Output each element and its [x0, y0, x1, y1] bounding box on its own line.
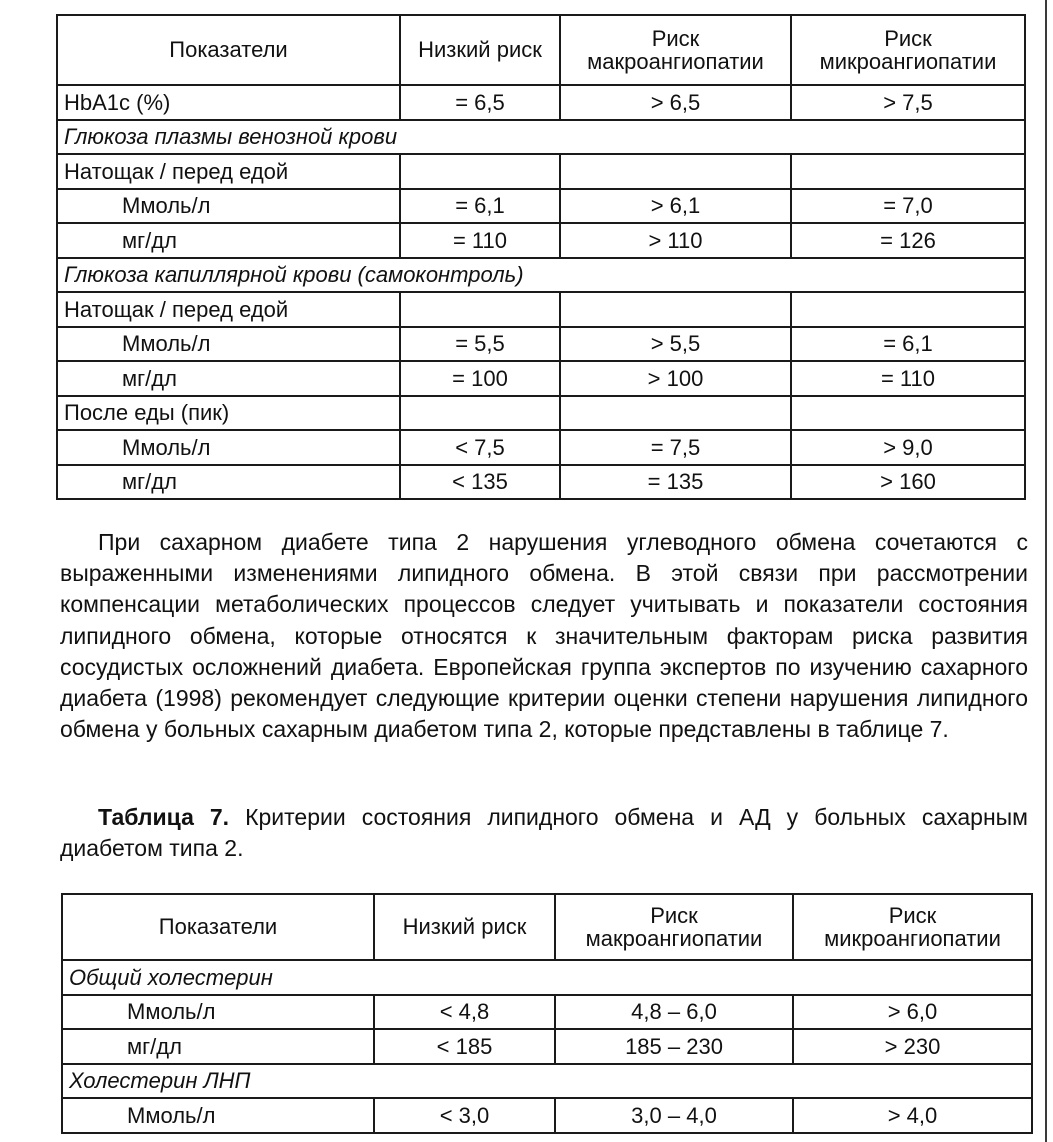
micro-risk-cell: = 126 [791, 223, 1025, 258]
row-label-cell: Ммоль/л [62, 995, 374, 1030]
table-row [62, 1064, 1032, 1099]
low-risk-cell [400, 396, 560, 431]
table-row [57, 189, 1025, 224]
row-label-cell: Ммоль/л [57, 189, 400, 224]
column-header-low-risk: Низкий риск [400, 15, 560, 85]
macro-risk-cell: = 135 [560, 465, 791, 500]
row-label-cell: Ммоль/л [57, 430, 400, 465]
table-row [62, 960, 1032, 995]
glycemic-criteria-table [56, 14, 1026, 500]
column-header-micro-risk: Риск микроангиопатии [791, 15, 1025, 85]
micro-risk-cell: = 6,1 [791, 327, 1025, 362]
body-paragraph: При сахарном диабете типа 2 нарушения углеводного обмена сочетаются с выраженными изменениями липидного обмена. В этой связи при рассмотрении компенсации метаболических процессов следует учитывать и показатели состояния липидного обмена, которые относятся к значительным факторам риска развития сосудистых осложнений диабета. Европейская группа экспертов по изучению сахарного диабета (1998) рекомендует следующие критерии оценки степени нарушения липидного обмена у больных сахарным диабетом типа 2, которые представлены в таблице 7. [60, 529, 1028, 743]
micro-risk-cell: > 230 [793, 1029, 1032, 1064]
macro-risk-cell: > 100 [560, 361, 791, 396]
low-risk-cell: < 3,0 [374, 1098, 555, 1133]
micro-risk-cell: > 9,0 [791, 430, 1025, 465]
page-edge-line [1045, 0, 1047, 1142]
section-heading-cell: Глюкоза капиллярной крови (самоконтроль) [57, 258, 1025, 293]
macro-risk-cell: 185 – 230 [555, 1029, 793, 1064]
section-heading-cell: Общий холестерин [62, 960, 1032, 995]
low-risk-cell [400, 154, 560, 189]
macro-risk-cell [560, 154, 791, 189]
macro-risk-cell [560, 396, 791, 431]
column-header-low-risk: Низкий риск [374, 894, 555, 960]
table-header-row [62, 894, 1032, 960]
column-header-micro-risk: Риск микроангиопатии [793, 894, 1032, 960]
column-header-macro-risk: Риск макроангиопатии [555, 894, 793, 960]
table-row [57, 120, 1025, 155]
table-row [57, 258, 1025, 293]
table-caption-text: Критерии состояния липидного обмена и АД у больных сахарным диабетом типа 2. [60, 804, 1028, 861]
column-header-macro-risk: Риск макроангиопатии [560, 15, 791, 85]
low-risk-cell [400, 292, 560, 327]
table-caption [60, 802, 1028, 864]
low-risk-cell: = 110 [400, 223, 560, 258]
table-row [57, 396, 1025, 431]
macro-risk-cell: = 7,5 [560, 430, 791, 465]
low-risk-cell: = 6,5 [400, 85, 560, 120]
macro-risk-cell: > 5,5 [560, 327, 791, 362]
row-label-cell: мг/дл [57, 465, 400, 500]
low-risk-cell: = 100 [400, 361, 560, 396]
low-risk-cell: = 6,1 [400, 189, 560, 224]
table-row [57, 430, 1025, 465]
column-header-indicator: Показатели [57, 15, 400, 85]
micro-risk-cell: > 7,5 [791, 85, 1025, 120]
micro-risk-cell: = 110 [791, 361, 1025, 396]
micro-risk-cell: > 160 [791, 465, 1025, 500]
section-heading-cell: Глюкоза плазмы венозной крови [57, 120, 1025, 155]
table-row [57, 465, 1025, 500]
macro-risk-cell: > 6,5 [560, 85, 791, 120]
macro-risk-cell: > 110 [560, 223, 791, 258]
micro-risk-cell [791, 292, 1025, 327]
table-row [62, 995, 1032, 1030]
micro-risk-cell: > 4,0 [793, 1098, 1032, 1133]
table-row [57, 361, 1025, 396]
row-label-cell: мг/дл [57, 223, 400, 258]
table-row [57, 292, 1025, 327]
table-row [62, 1029, 1032, 1064]
row-label-cell: мг/дл [62, 1029, 374, 1064]
row-label-cell: мг/дл [57, 361, 400, 396]
row-label-cell: Натощак / перед едой [57, 292, 400, 327]
macro-risk-cell: > 6,1 [560, 189, 791, 224]
row-label-cell: Ммоль/л [57, 327, 400, 362]
table-row [57, 223, 1025, 258]
macro-risk-cell: 4,8 – 6,0 [555, 995, 793, 1030]
section-heading-cell: Холестерин ЛНП [62, 1064, 1032, 1099]
low-risk-cell: < 135 [400, 465, 560, 500]
table-caption-label: Таблица 7. [98, 804, 230, 830]
low-risk-cell: < 7,5 [400, 430, 560, 465]
row-label-cell: HbA1c (%) [57, 85, 400, 120]
row-label-cell: Ммоль/л [62, 1098, 374, 1133]
micro-risk-cell: > 6,0 [793, 995, 1032, 1030]
micro-risk-cell [791, 396, 1025, 431]
micro-risk-cell: = 7,0 [791, 189, 1025, 224]
low-risk-cell: = 5,5 [400, 327, 560, 362]
column-header-indicator: Показатели [62, 894, 374, 960]
lipid-criteria-table [61, 893, 1033, 1134]
macro-risk-cell: 3,0 – 4,0 [555, 1098, 793, 1133]
low-risk-cell: < 185 [374, 1029, 555, 1064]
row-label-cell: Натощак / перед едой [57, 154, 400, 189]
table-row [62, 1098, 1032, 1133]
row-label-cell: После еды (пик) [57, 396, 400, 431]
table-row [57, 154, 1025, 189]
macro-risk-cell [560, 292, 791, 327]
table-header-row [57, 15, 1025, 85]
micro-risk-cell [791, 154, 1025, 189]
low-risk-cell: < 4,8 [374, 995, 555, 1030]
table-row [57, 85, 1025, 120]
table-row [57, 327, 1025, 362]
